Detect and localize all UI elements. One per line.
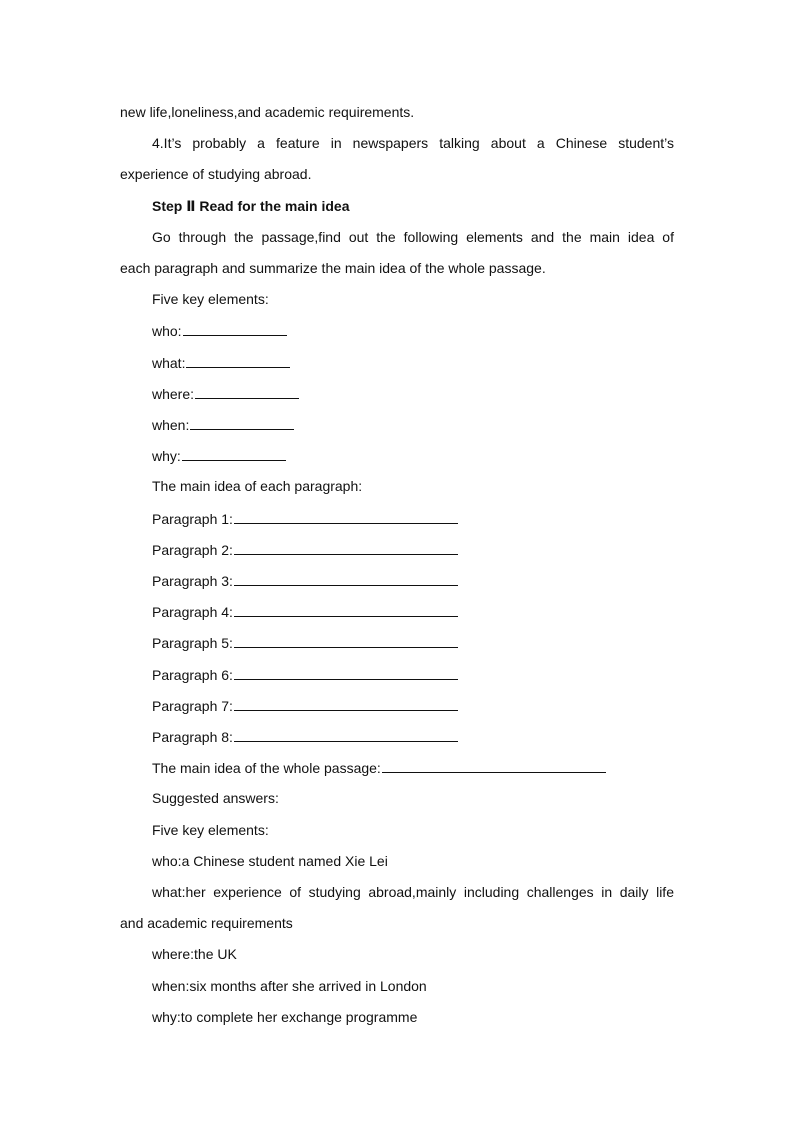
answer-blank[interactable] — [195, 382, 299, 399]
paragraph-ideas-title: The main idea of each paragraph: — [152, 478, 363, 494]
answer-blank[interactable] — [190, 413, 294, 430]
answer-who: who:a Chinese student named Xie Lei — [152, 853, 388, 869]
paragraph-label: Paragraph 7: — [152, 698, 233, 714]
paragraph-idea-row — [152, 600, 674, 622]
key-element-when — [152, 413, 674, 435]
answer-why: why:to complete her exchange programme — [152, 1009, 418, 1025]
paragraph-label: Paragraph 3: — [152, 573, 233, 589]
paragraph-label: Paragraph 4: — [152, 604, 233, 620]
answer-blank[interactable] — [234, 538, 458, 555]
answer-blank[interactable] — [234, 694, 458, 711]
answer-blank[interactable] — [234, 600, 458, 617]
suggested-answers-title: Suggested answers: — [152, 790, 279, 806]
answers-elements-title: Five key elements: — [152, 822, 269, 838]
paragraph-label: Paragraph 1: — [152, 511, 233, 527]
paragraph-idea-row — [152, 694, 674, 716]
whole-passage-idea-row — [152, 756, 674, 778]
answer-blank[interactable] — [234, 507, 458, 524]
paragraph-label: Paragraph 6: — [152, 667, 233, 683]
answer-blank[interactable] — [234, 725, 458, 742]
answer-blank[interactable] — [182, 444, 286, 461]
paragraph-label: Paragraph 5: — [152, 635, 233, 651]
step-2-instruction-line-2: each paragraph and summarize the main idea of the whole passage. — [120, 260, 546, 276]
key-element-who — [152, 319, 674, 341]
key-element-label: where: — [152, 386, 195, 402]
key-element-label: what: — [152, 355, 186, 371]
whole-passage-label: The main idea of the whole passage: — [152, 760, 381, 776]
paragraph-idea-row — [152, 569, 674, 591]
key-element-why — [152, 444, 674, 466]
key-element-label: who: — [152, 323, 182, 339]
paragraph-idea-row — [152, 538, 674, 560]
paragraph-idea-row — [152, 507, 674, 529]
answer-blank[interactable] — [234, 631, 458, 648]
answer-blank[interactable] — [234, 663, 458, 680]
intro-point-4: 4.It’s probably a feature in newspapers talking about a Chinese student’s — [152, 135, 674, 151]
key-element-where — [152, 382, 674, 404]
paragraph-idea-row — [152, 663, 674, 685]
key-elements-title: Five key elements: — [152, 291, 269, 307]
step-2-heading: Step Ⅱ Read for the main idea — [152, 198, 350, 214]
answer-blank[interactable] — [183, 319, 287, 336]
paragraph-label: Paragraph 2: — [152, 542, 233, 558]
paragraph-idea-row — [152, 631, 674, 653]
paragraph-label: Paragraph 8: — [152, 729, 233, 745]
answer-what-line-1: what:her experience of studying abroad,mainly including challenges in daily life — [152, 884, 674, 900]
key-element-what — [152, 351, 674, 373]
key-element-label: when: — [152, 417, 190, 433]
paragraph-idea-row — [152, 725, 674, 747]
key-element-label: why: — [152, 448, 181, 464]
intro-line-1: new life,loneliness,and academic requirements. — [120, 104, 415, 120]
answer-where: where:the UK — [152, 946, 237, 962]
answer-blank[interactable] — [234, 569, 458, 586]
answer-when: when:six months after she arrived in London — [152, 978, 427, 994]
step-2-instruction-line-1: Go through the passage,find out the following elements and the main idea of — [152, 229, 674, 245]
answer-what-line-2: and academic requirements — [120, 915, 293, 931]
answer-blank[interactable] — [382, 756, 606, 773]
answer-blank[interactable] — [186, 351, 290, 368]
intro-line-3: experience of studying abroad. — [120, 166, 312, 182]
